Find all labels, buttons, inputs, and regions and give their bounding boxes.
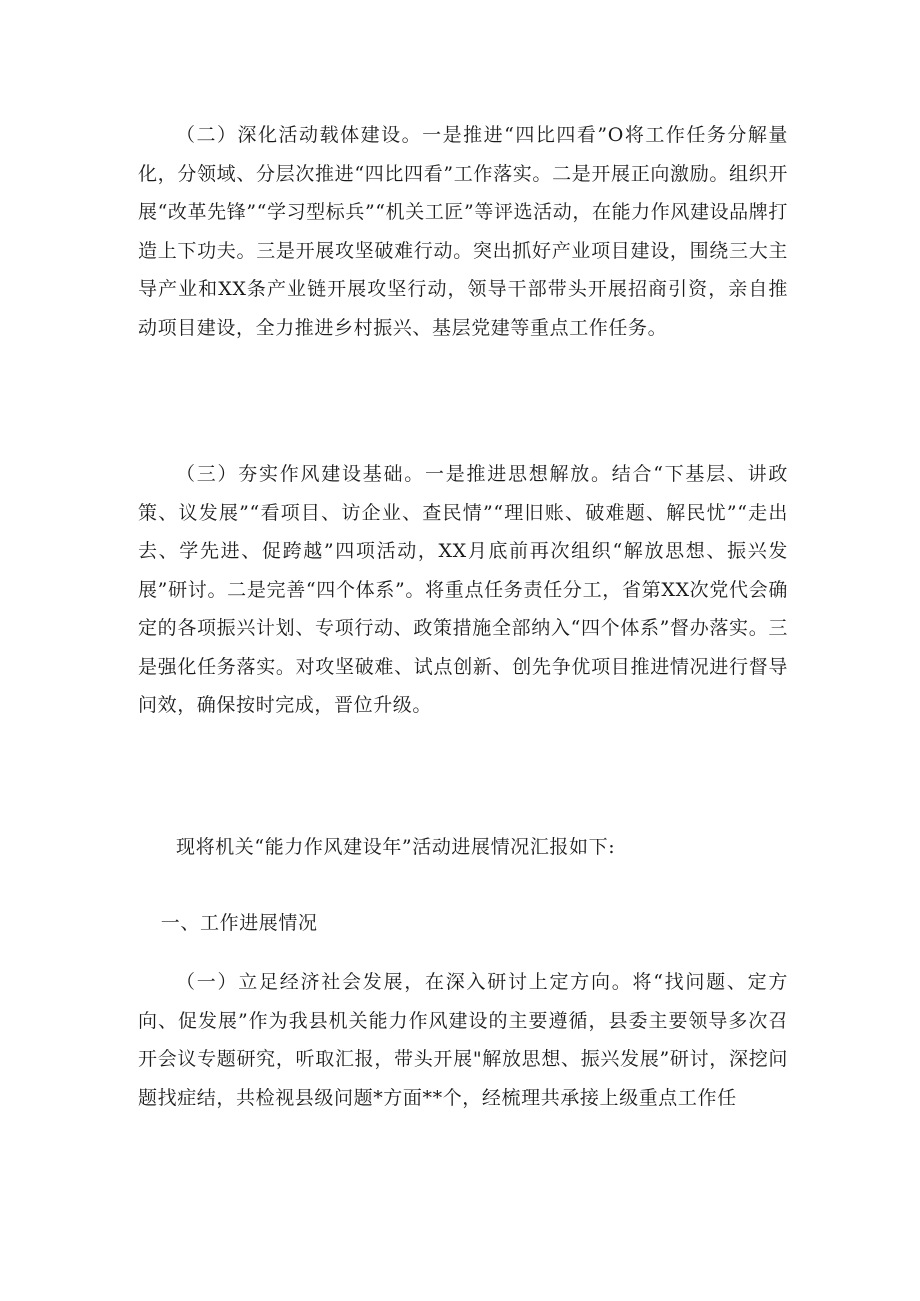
paragraph-report-intro: 现将机关“能力作风建设年”活动进展情况汇报如下: [176,836,616,858]
paragraph-style-foundation: （三）夯实作风建设基础。一是推进思想解放。结合“下基层、讲政策、议发展”“看项目、访企业、查民情”“理旧账、破难题、解民忧”“走出去、学先进、促跨越”四项活动，XX月底前再次组织“解放思想、振兴发展”研讨。二是完善“四个体系”。将重点任务责任分工，省第XX次党代会确定的各项振兴计划、专项行动、政策措施全部纳入“四个体系”督办落实。三是强化任务落实。对攻坚破难、试点创新、创先争优项目推进情况进行督导问效，确保按时完成，晋位升级。 [138,463,788,716]
paragraph-direction-setting: （一）立足经济社会发展，在深入研讨上定方向。将“找问题、定方向、促发展”作为我县机关能力作风建设的主要遵循，县委主要领导多次召开会议专题研究，听取汇报，带头开展"解放思想、振兴发展”研讨，深挖问题找症结，共检视县级问题*方面**个，经梳理共承接上级重点工作任 [138,971,788,1109]
section-heading-progress: 一、工作进展情况 [160,912,318,934]
paragraph-carrier-building: （二）深化活动载体建设。一是推进“四比四看”O将工作任务分解量化，分领域、分层次推进“四比四看”工作落实。二是开展正向激励。组织开展“改革先锋”“学习型标兵”“机关工匠”等评选活动，在能力作风建设品牌打造上下功夫。三是开展攻坚破难行动。突出抓好产业项目建设，围绕三大主导产业和XX条产业链开展攻坚行动，领导干部带头开展招商引资，亲自推动项目建设，全力推进乡村振兴、基层党建等重点工作任务。 [138,124,788,339]
